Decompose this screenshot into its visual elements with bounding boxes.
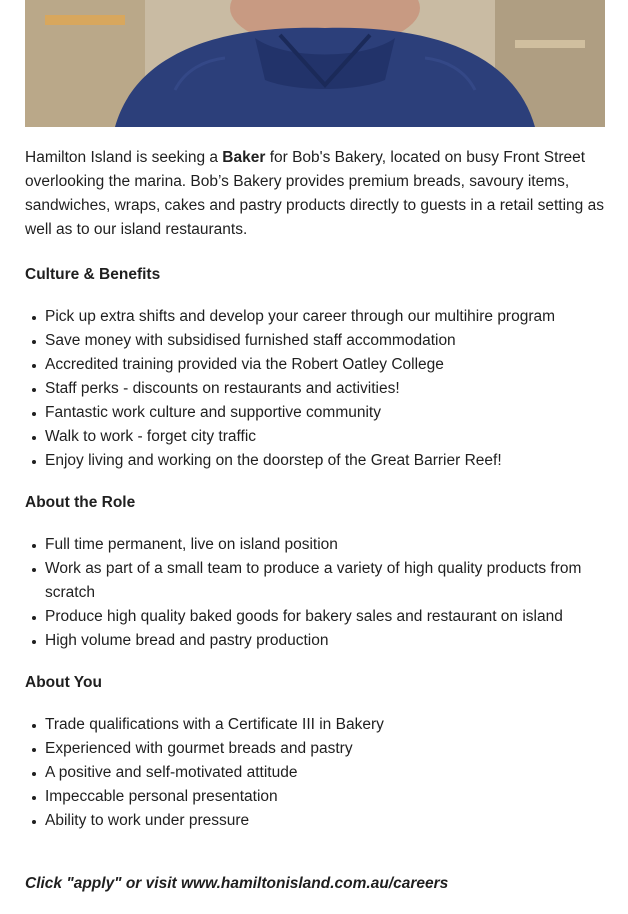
list-item: Produce high quality baked goods for bakery sales and restaurant on island: [45, 605, 610, 629]
intro-role: Baker: [222, 149, 266, 166]
section-heading-culture: Culture & Benefits: [25, 266, 161, 283]
list-item: Fantastic work culture and supportive community: [45, 401, 610, 425]
job-description: [25, 146, 610, 851]
list-item: A positive and self-motivated attitude: [45, 761, 610, 785]
list-item: Enjoy living and working on the doorstep of the Great Barrier Reef!: [45, 449, 610, 473]
list-item: Experienced with gourmet breads and pastry: [45, 737, 610, 761]
intro-prefix: Hamilton Island is seeking a: [25, 149, 223, 166]
list-item: Ability to work under pressure: [45, 809, 610, 833]
intro-paragraph: [25, 146, 610, 242]
list-item: Save money with subsidised furnished staff accommodation: [45, 329, 610, 353]
header-photo: [25, 0, 605, 127]
list-item: Accredited training provided via the Robert Oatley College: [45, 353, 610, 377]
section-heading-role: About the Role: [25, 494, 136, 511]
list-item: Full time permanent, live on island position: [45, 533, 610, 557]
list-item: Staff perks - discounts on restaurants and activities!: [45, 377, 610, 401]
list-item: Walk to work - forget city traffic: [45, 425, 610, 449]
section-heading-you: About You: [25, 674, 102, 691]
list-item: Pick up extra shifts and develop your career through our multihire program: [45, 305, 610, 329]
list-item: Work as part of a small team to produce a variety of high quality products from scratch: [45, 557, 610, 605]
about-role-list: [25, 533, 610, 653]
list-item: High volume bread and pastry production: [45, 629, 610, 653]
apply-call-to-action: Click "apply" or visit www.hamiltonisland.com.au/careers: [25, 875, 449, 892]
intro-suffix: for Bob's Bakery, located on busy Front Street overlooking the marina. Bob’s Bakery provides premium breads, savoury items, sandwiches, wraps, cakes and pastry products directly to guests in a retail setting as well as to our island restaurants.: [25, 149, 604, 238]
list-item: Trade qualifications with a Certificate III in Bakery: [45, 713, 610, 737]
list-item: Impeccable personal presentation: [45, 785, 610, 809]
about-you-list: [25, 713, 610, 833]
baker-photo-illustration: [25, 0, 605, 127]
culture-benefits-list: [25, 305, 610, 473]
